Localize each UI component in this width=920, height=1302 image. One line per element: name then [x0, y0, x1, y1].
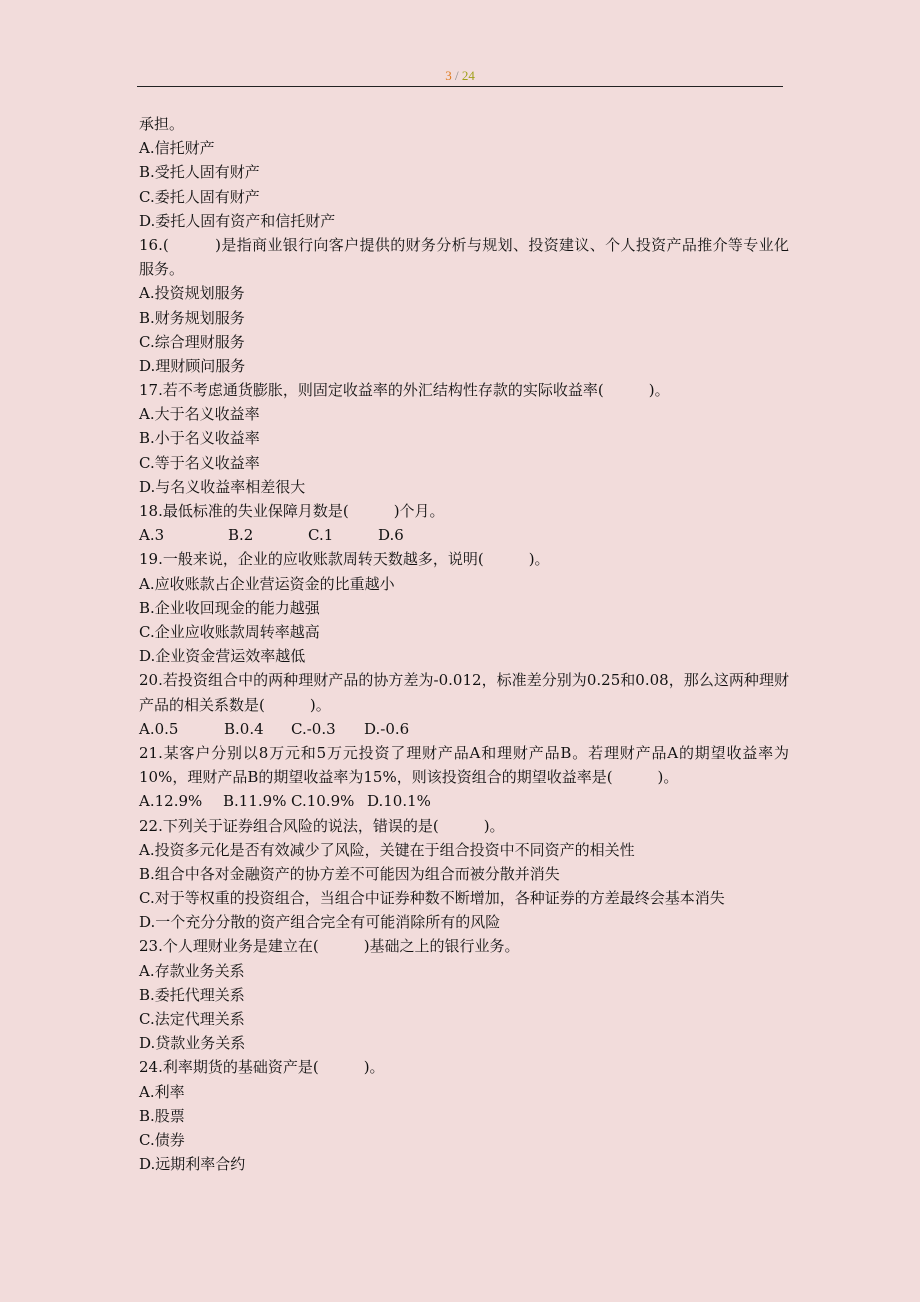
question-18: 18.最低标准的失业保障月数是( )个月。 [139, 502, 445, 521]
option-a: A.存款业务关系 [139, 961, 245, 980]
page-number-current: 3 [445, 68, 452, 83]
question-22: 22.下列关于证券组合风险的说法，错误的是( )。 [139, 816, 505, 835]
option-d: D.企业资金营运效率越低 [139, 647, 306, 666]
option-d: D.与名义收益率相差很大 [139, 477, 306, 496]
option-d: D.6 [378, 526, 404, 545]
option-c: C.债券 [139, 1130, 185, 1149]
page-number-separator: / [451, 68, 462, 83]
option-c: C.1 [308, 526, 334, 545]
question-19: 19.一般来说，企业的应收账款周转天数越多，说明( )。 [139, 550, 550, 569]
option-c: C.委托人固有财产 [139, 187, 260, 206]
option-b: B.小于名义收益率 [139, 429, 260, 448]
option-a: A.投资多元化是否有效减少了风险，关键在于组合投资中不同资产的相关性 [139, 840, 635, 859]
option-b: B.委托代理关系 [139, 985, 245, 1004]
option-d: D.委托人固有资产和信托财产 [139, 211, 336, 230]
option-b: B.组合中各对金融资产的协方差不可能因为组合而被分散并消失 [139, 864, 560, 883]
question-21: 21.某客户分别以8万元和5万元投资了理财产品A和理财产品B。若理财产品A的期望收益率为10%，理财产品B的期望收益率为15%，则该投资组合的期望收益率是( )。 [139, 743, 789, 787]
page-header [137, 66, 783, 87]
option-b: B.股票 [139, 1106, 185, 1125]
question-24: 24.利率期货的基础资产是( )。 [139, 1058, 385, 1077]
option-a: A.大于名义收益率 [139, 405, 260, 424]
question-16: 16.( )是指商业银行向客户提供的财务分析与规划、投资建议、个人投资产品推介等专业化服务。 [139, 235, 789, 279]
options-row [139, 523, 789, 547]
option-a: A.信托财产 [139, 139, 215, 158]
option-d: D.一个充分分散的资产组合完全有可能消除所有的风险 [139, 913, 501, 932]
option-a: A.投资规划服务 [139, 284, 245, 303]
option-a: A.应收账款占企业营运资金的比重越小 [139, 574, 395, 593]
option-c: C.法定代理关系 [139, 1010, 245, 1029]
options-row [139, 717, 789, 741]
option-c: C.综合理财服务 [139, 332, 245, 351]
page-number-total: 24 [461, 68, 475, 83]
option-b: B.财务规划服务 [139, 308, 245, 327]
option-c: C.等于名义收益率 [139, 453, 260, 472]
option-c: C.企业应收账款周转率越高 [139, 622, 320, 641]
option-a: A.利率 [139, 1082, 185, 1101]
question-17: 17.若不考虑通货膨胀，则固定收益率的外汇结构性存款的实际收益率( )。 [139, 381, 670, 400]
option-c: C.-0.3 [291, 719, 336, 738]
document-body [139, 112, 789, 1176]
option-b: B.受托人固有财产 [139, 163, 260, 182]
option-a: A.3 [139, 526, 165, 545]
option-b: B.11.9% [223, 792, 287, 811]
option-b: B.企业收回现金的能力越强 [139, 598, 320, 617]
option-d: D.贷款业务关系 [139, 1034, 246, 1053]
options-row [139, 789, 789, 813]
question-20: 20.若投资组合中的两种理财产品的协方差为-0.012，标准差分别为0.25和0.08，那么这两种理财产品的相关系数是( )。 [139, 671, 789, 714]
option-b: B.0.4 [224, 719, 264, 738]
option-d: D.理财顾问服务 [139, 356, 246, 375]
option-a: A.0.5 [139, 719, 179, 738]
text-line: 承担。 [139, 115, 185, 133]
option-c: C.对于等权重的投资组合，当组合中证券种数不断增加，各种证券的方差最终会基本消失 [139, 889, 725, 908]
option-d: D.10.1% [367, 792, 431, 811]
option-d: D.-0.6 [364, 719, 410, 738]
option-b: B.2 [228, 526, 254, 545]
option-c: C.10.9% [291, 792, 355, 811]
option-a: A.12.9% [139, 792, 203, 811]
option-d: D.远期利率合约 [139, 1155, 246, 1174]
question-23: 23.个人理财业务是建立在( )基础之上的银行业务。 [139, 937, 520, 956]
